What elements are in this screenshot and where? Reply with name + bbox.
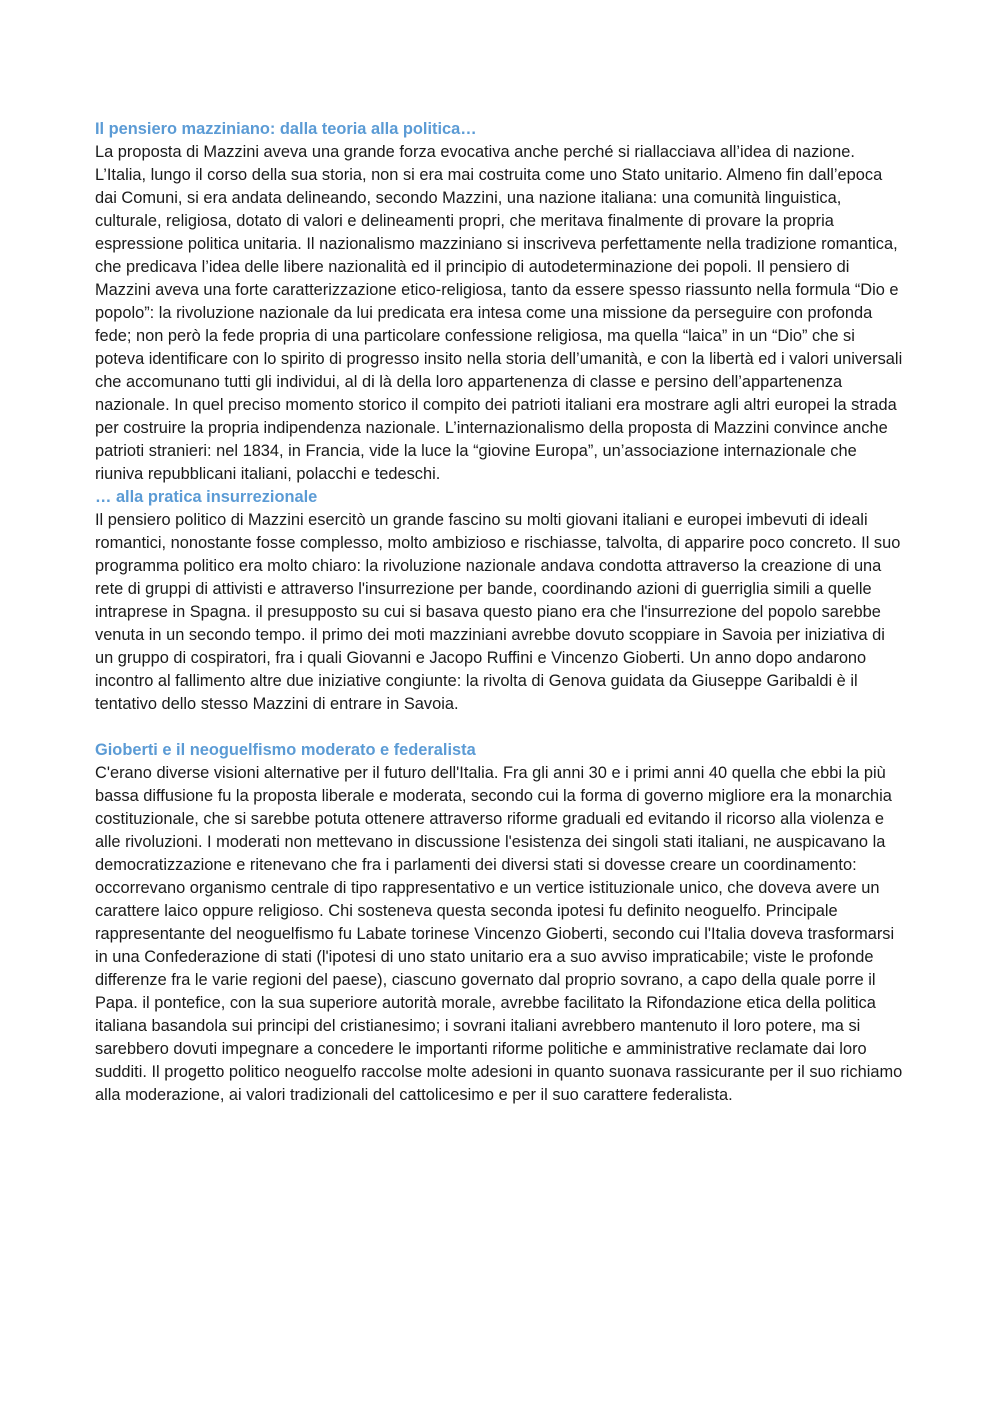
section-heading-mazzini-theory: Il pensiero mazziniano: dalla teoria alla politica… (95, 120, 477, 138)
paragraph-spacer (95, 716, 907, 739)
section-body-gioberti: C'erano diverse visioni alternative per il futuro dell'Italia. Fra gli anni 30 e i primi anni 40 quella che ebbi la più bassa diffusione fu la proposta liberale e moderata, secondo cui la forma di governo migliore era la monarchia costituzionale, che si sarebbe potuta ottenere attraverso riforme graduali ed evitando il ricorso alla violenza e alle rivoluzioni. I moderati non mettevano in discussione l'esistenza dei singoli stati italiani, ne auspicavano la democratizzazione e ritenevano che fra i parlamenti dei diversi stati si dovesse creare un coordinamento: occorrevano organismo centrale di tipo rappresentativo e un vertice istituzionale unico, che doveva avere un carattere laico oppure religioso. Chi sosteneva questa seconda ipotesi fu definito neoguelfo. Principale rappresentante del neoguelfismo fu Labate torinese Vincenzo Gioberti, secondo cui l'Italia doveva trasformarsi in una Confederazione di stati (l'ipotesi di uno stato unitario era a suo avviso impraticabile; viste le profonde differenze fra le varie regioni del paese), ciascuno governato dal proprio sovrano, a capo della quale porre il Papa. il pontefice, con la sua superiore autorità morale, avrebbe facilitato la Rifondazione etica della politica italiana basandola sui principi del cristianesimo; i sovrani italiani avrebbero mantenuto il loro potere, ma si sarebbero dovuti impegnare a concedere le importanti riforme politiche e amministrative reclamate dai loro sudditi. Il progetto politico neoguelfo raccolse molte adesioni in quanto suonava rassicurante per il suo richiamo alla moderazione, ai valori tradizionali del cattolicesimo e per il suo carattere federalista. (95, 764, 903, 1104)
section-body-insurrection: Il pensiero politico di Mazzini esercitò un grande fascino su molti giovani italiani e europei imbevuti di ideali romantici, nonostante fosse complesso, molto ambizioso e rischiasse, talvolta, di apparire poco concreto. Il suo programma politico era molto chiaro: la rivoluzione nazionale andava condotta attraverso la creazione di una rete di gruppi di attivisti e attraverso l'insurrezione per bande, coordinando azioni di guerriglia simili a quelle intraprese in Spagna. il presupposto su cui si basava questo piano era che l'insurrezione del popolo sarebbe venuta in un secondo tempo. il primo dei moti mazziniani avrebbe dovuto scoppiare in Savoia per iniziativa di un gruppo di cospiratori, fra i quali Giovanni e Jacopo Ruffini e Vincenzo Gioberti. Un anno dopo andarono incontro al fallimento altre due iniziative congiunte: la rivolta di Genova guidata da Giuseppe Garibaldi è il tentativo dello stesso Mazzini di entrare in Savoia. (95, 511, 901, 713)
section-heading-gioberti: Gioberti e il neoguelfismo moderato e federalista (95, 741, 476, 759)
document-page (95, 118, 907, 1107)
section-body-mazzini-theory: La proposta di Mazzini aveva una grande forza evocativa anche perché si riallacciava all’idea di nazione. L’Italia, lungo il corso della sua storia, non si era mai costruita come uno Stato unitario. Almeno fin dall’epoca dai Comuni, si era andata delineando, secondo Mazzini, una nazione italiana: una comunità linguistica, culturale, religiosa, dotato di valori e delineamenti propri, che meritava finalmente di provare la propria espressione politica unitaria. Il nazionalismo mazziniano si inscriveva perfettamente nella tradizione romantica, che predicava l’idea delle libere nazionalità ed il principio di autodeterminazione dei popoli. Il pensiero di Mazzini aveva una forte caratterizzazione etico-religiosa, tanto da essere spesso riassunto nella formula “Dio e popolo”: la rivoluzione nazionale da lui predicata era intesa come una missione da perseguire con profonda fede; non però la fede propria di una particolare confessione religiosa, ma quella “laica” in un “Dio” che si poteva identificare con lo spirito di progresso insito nella storia dell’umanità, e con la libertà ed i valori universali che accomunano tutti gli individui, al di là della loro appartenenza di classe e persino dell’appartenenza nazionale. In quel preciso momento storico il compito dei patrioti italiani era mostrare agli altri europei la strada per costruire la propria indipendenza nazionale. L’internazionalismo della proposta di Mazzini convince anche patrioti stranieri: nel 1834, in Francia, vide la luce la “giovine Europa”, un’associazione internazionale che riuniva repubblicani italiani, polacchi e tedeschi. (95, 143, 903, 483)
section-heading-insurrection: … alla pratica insurrezionale (95, 488, 318, 506)
